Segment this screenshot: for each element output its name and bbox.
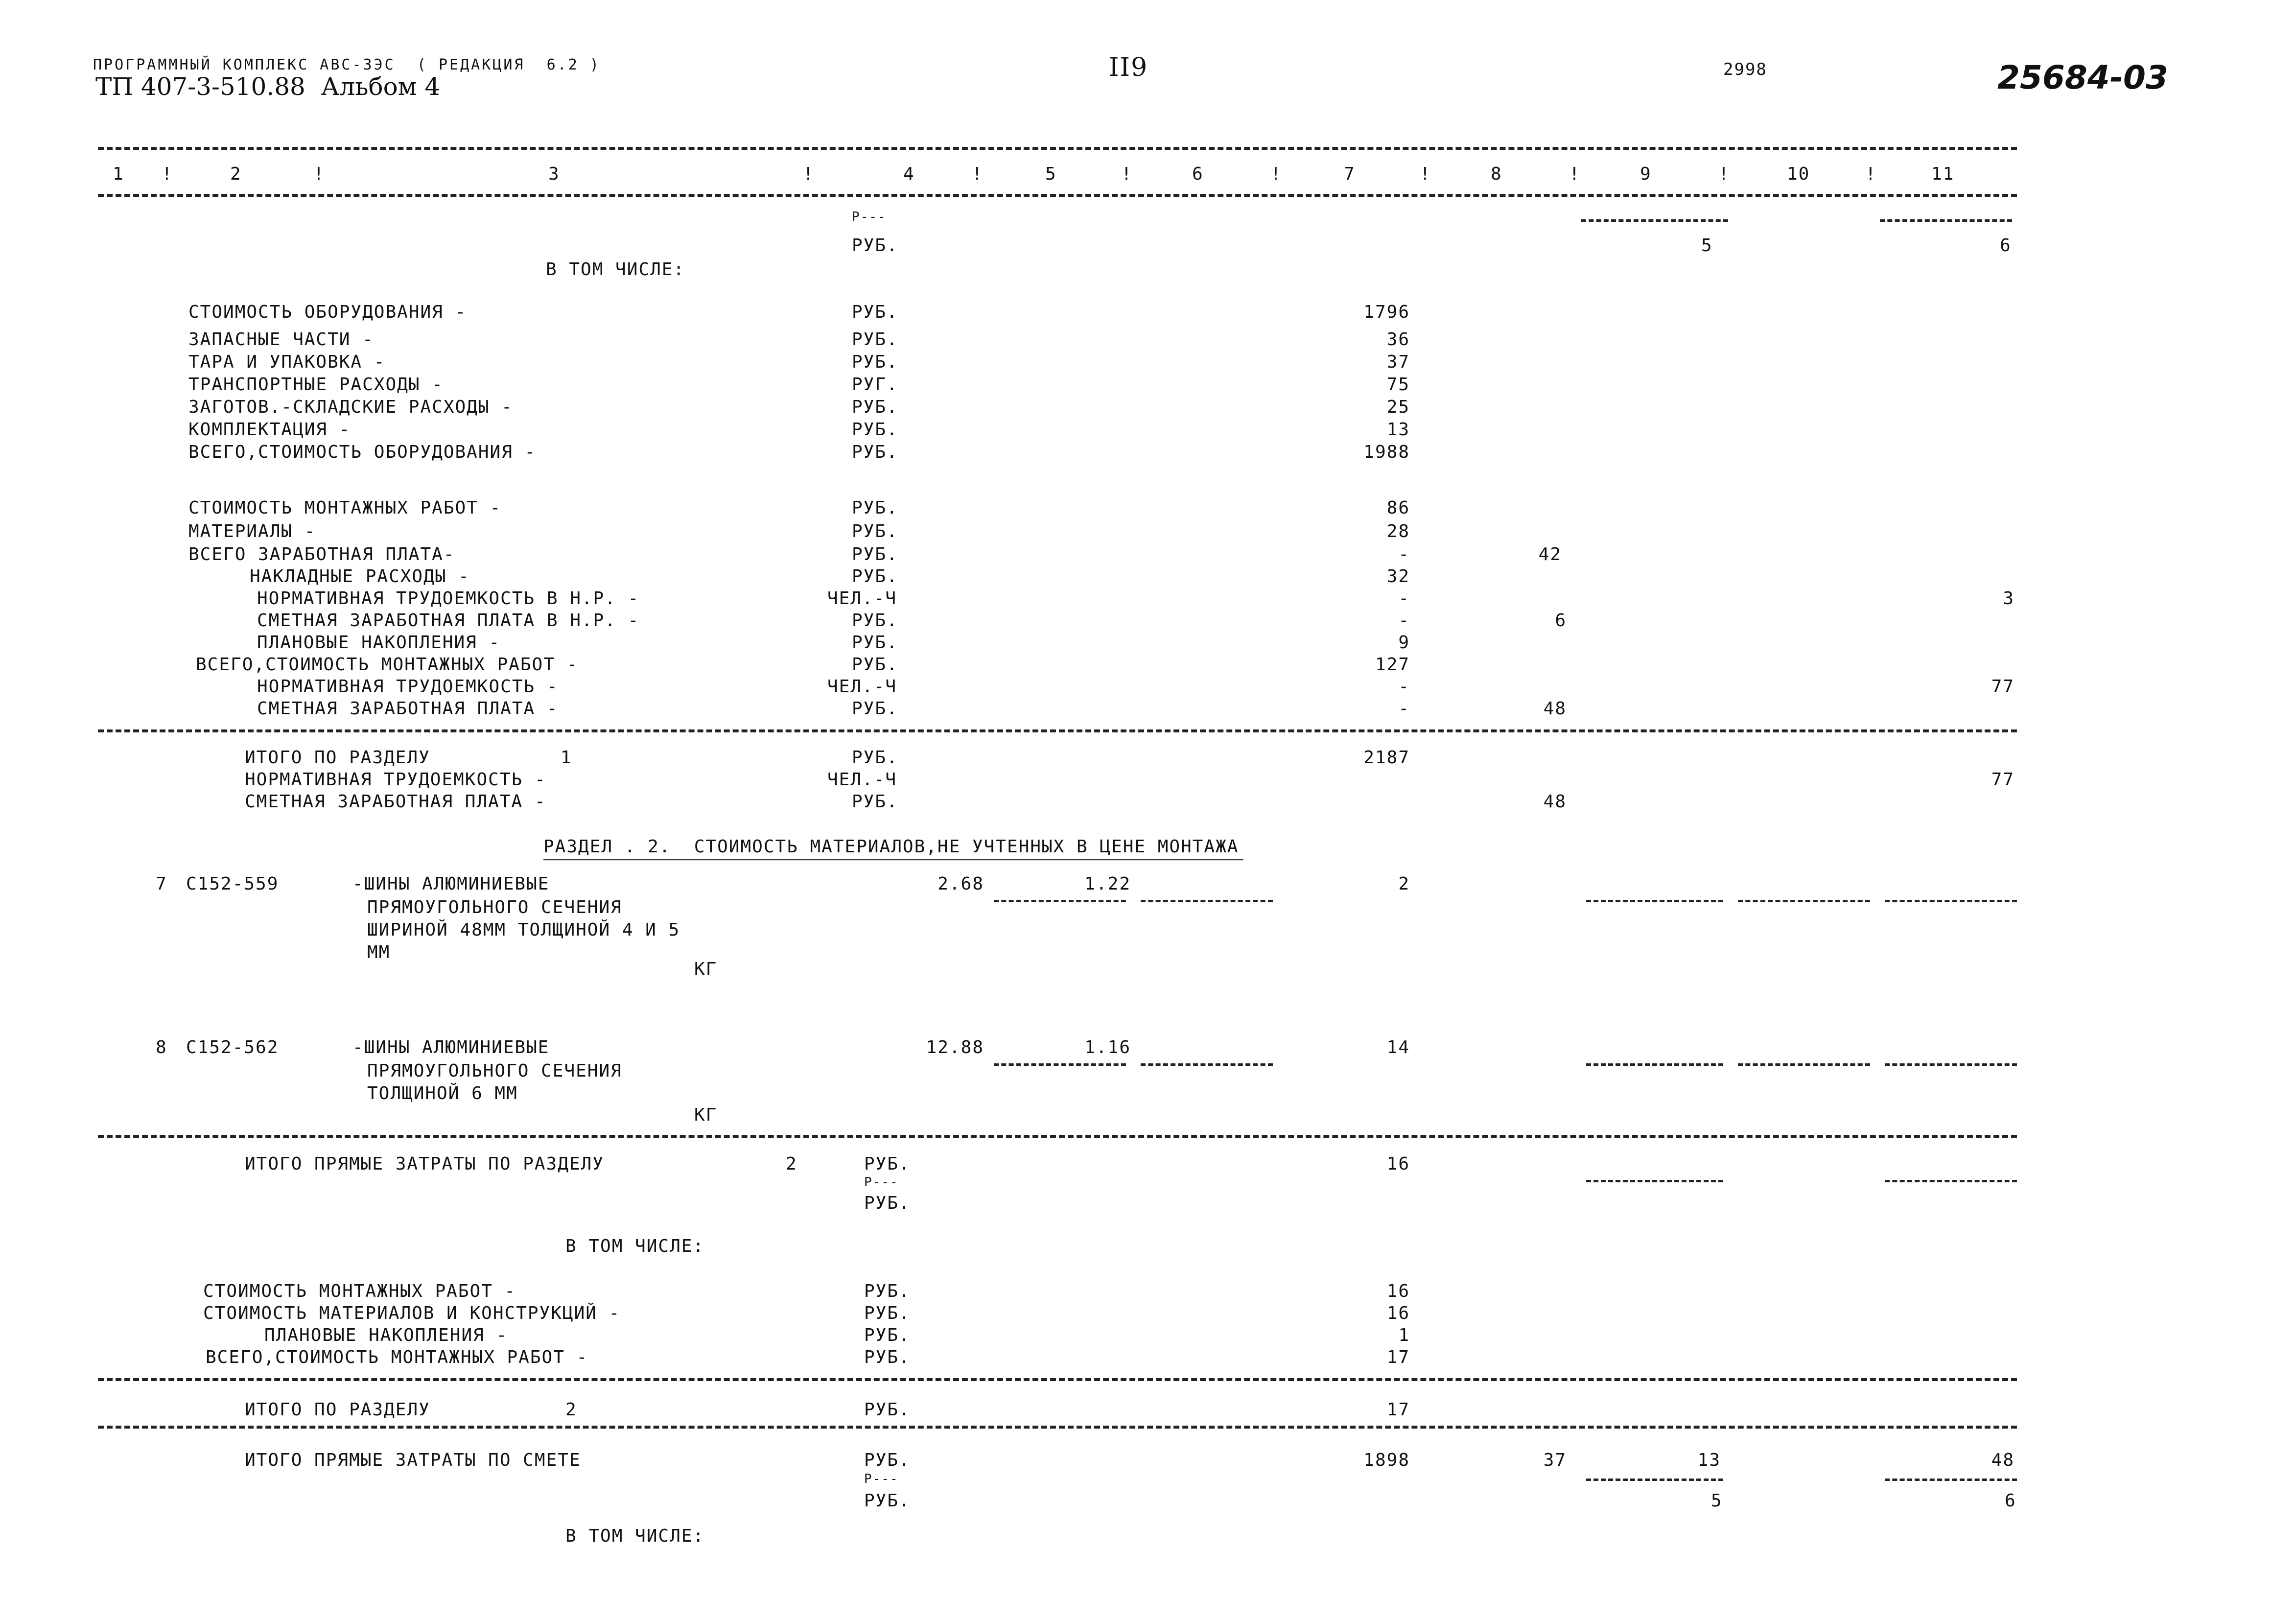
row-label: ВСЕГО,СТОИМОСТЬ ОБОРУДОВАНИЯ -: [188, 442, 537, 462]
row-unit: РУБ.: [852, 699, 898, 719]
col-4: 4: [903, 164, 915, 184]
row-label: НАКЛАДНЫЕ РАСХОДЫ -: [250, 566, 470, 587]
item-line: -ШИНЫ АЛЮМИНИЕВЫЕ: [352, 1037, 550, 1057]
row-c7: 17: [1386, 1347, 1410, 1367]
unit: РУБ.: [864, 1491, 911, 1511]
row-c7: 75: [1386, 375, 1410, 395]
total-unit: РУБ.: [864, 1400, 911, 1420]
header-rule-bottom: [98, 194, 2017, 197]
item-c4: 2.68: [937, 874, 984, 894]
row-c8: 42: [1538, 544, 1562, 564]
row-label: КОМПЛЕКТАЦИЯ -: [188, 420, 351, 440]
col-6: 6: [1192, 164, 1204, 184]
zp-label: СМЕТНАЯ ЗАРАБОТНАЯ ПЛАТА -: [245, 792, 546, 812]
row-unit: РУБ.: [864, 1303, 911, 1323]
unit-dash: Р---: [864, 1472, 899, 1486]
row-label: НОРМАТИВНАЯ ТРУДОЕМКОСТЬ -: [257, 677, 559, 697]
page-number: II9: [1109, 53, 1148, 82]
rule-section1: [98, 729, 2017, 732]
grand-label: ИТОГО ПРЯМЫЕ ЗАТРАТЫ ПО СМЕТЕ: [245, 1450, 581, 1470]
row-c7: -: [1398, 677, 1410, 697]
direct-n: 2: [786, 1154, 797, 1174]
unit: РУБ.: [864, 1193, 911, 1213]
row-label: ВСЕГО ЗАРАБОТНАЯ ПЛАТА-: [188, 544, 455, 564]
item-line: ПРЯМОУГОЛЬНОГО СЕЧЕНИЯ: [367, 897, 622, 917]
row-unit: ЧЕЛ.-Ч: [827, 588, 897, 609]
row-unit: РУБ.: [852, 633, 898, 653]
inventory-stamp: 25684-03: [1997, 59, 2168, 96]
row-c8: 6: [1555, 610, 1567, 631]
zp-c8: 48: [1543, 792, 1567, 812]
item-c5: 1.16: [1084, 1037, 1131, 1057]
row-label: ТРАНСПОРТНЫЕ РАСХОДЫ -: [188, 375, 444, 395]
row-c7: 25: [1386, 397, 1410, 417]
col-2: 2: [230, 164, 242, 184]
section2-underline: [543, 859, 1243, 861]
row-c7: 28: [1386, 521, 1410, 541]
total-c7: 17: [1386, 1400, 1410, 1420]
row-unit: РУБ.: [852, 329, 898, 350]
total-label: ИТОГО ПО РАЗДЕЛУ: [245, 1400, 430, 1420]
item-num: 7: [156, 874, 167, 894]
row-unit: РУБ.: [852, 442, 898, 462]
row-c7: 1988: [1363, 442, 1410, 462]
total-n: 1: [561, 748, 572, 768]
row-label: СТОИМОСТЬ МОНТАЖНЫХ РАБОТ -: [188, 498, 502, 518]
row-label: СТОИМОСТЬ ОБОРУДОВАНИЯ -: [188, 302, 467, 322]
row-unit: РУБ.: [852, 521, 898, 541]
unit-dash: Р---: [852, 210, 887, 224]
row-unit: РУБ.: [852, 498, 898, 518]
col-11: 11: [1931, 164, 1955, 184]
item-code: С152-559: [186, 874, 279, 894]
direct-c7: 16: [1386, 1154, 1410, 1174]
grand-c9: 13: [1697, 1450, 1721, 1470]
row-c7: 1796: [1363, 302, 1410, 322]
rule-grand: [98, 1426, 2017, 1429]
program-line: ПРОГРАММНЫЙ КОМПЛЕКС АВС-3ЭС ( РЕДАКЦИЯ 6.2 ): [93, 56, 601, 73]
item-c5: 1.22: [1084, 874, 1131, 894]
row-label: СМЕТНАЯ ЗАРАБОТНАЯ ПЛАТА В Н.Р. -: [257, 610, 640, 631]
row-unit: РУБ.: [852, 352, 898, 372]
trud-label: НОРМАТИВНАЯ ТРУДОЕМКОСТЬ -: [245, 770, 546, 790]
item-line: ШИРИНОЙ 48ММ ТОЛЩИНОЙ 4 И 5: [367, 920, 680, 940]
row-label: СМЕТНАЯ ЗАРАБОТНАЯ ПЛАТА -: [257, 699, 559, 719]
zp-unit: РУБ.: [852, 792, 898, 812]
col-7: 7: [1344, 164, 1356, 184]
row-label: ЗАПАСНЫЕ ЧАСТИ -: [188, 329, 374, 350]
trud-unit: ЧЕЛ.-Ч: [827, 770, 897, 790]
row-c7: 9: [1398, 633, 1410, 653]
section2-title: РАЗДЕЛ . 2. СТОИМОСТЬ МАТЕРИАЛОВ,НЕ УЧТЕННЫХ В ЦЕНЕ МОНТАЖА: [543, 837, 1239, 857]
row-unit: РУБ.: [852, 544, 898, 564]
col-10: 10: [1787, 164, 1810, 184]
row-label: ПЛАНОВЫЕ НАКОПЛЕНИЯ -: [264, 1325, 508, 1345]
row-label: ВСЕГО,СТОИМОСТЬ МОНТАЖНЫХ РАБОТ -: [206, 1347, 588, 1367]
item-c7: 14: [1386, 1037, 1410, 1057]
project-title: ТП 407-3-510.88 Альбом 4: [95, 72, 441, 101]
unit-dash: Р---: [864, 1175, 899, 1190]
row-unit: РУБ.: [852, 397, 898, 417]
row-c7: 127: [1375, 655, 1410, 675]
item-c4: 12.88: [926, 1037, 984, 1057]
row-c11: 77: [1991, 677, 2015, 697]
grand-c8: 37: [1543, 1450, 1567, 1470]
grand-c7: 1898: [1363, 1450, 1410, 1470]
item-line: ПРЯМОУГОЛЬНОГО СЕЧЕНИЯ: [367, 1061, 622, 1081]
item-code: С152-562: [186, 1037, 279, 1057]
row-unit: РУБ.: [852, 302, 898, 322]
item-c7: 2: [1398, 874, 1410, 894]
value: 6: [2005, 1491, 2016, 1511]
trud-c11: 77: [1991, 770, 2015, 790]
grand-c11: 48: [1991, 1450, 2015, 1470]
grand-unit: РУБ.: [864, 1450, 911, 1470]
value: 5: [1701, 235, 1713, 256]
value: 5: [1711, 1491, 1723, 1511]
row-unit: РУБ.: [864, 1347, 911, 1367]
item-line: ММ: [367, 942, 391, 963]
row-c7: 37: [1386, 352, 1410, 372]
item-unit: КГ: [694, 1105, 718, 1125]
col-8: 8: [1491, 164, 1502, 184]
row-unit: РУБ.: [852, 610, 898, 631]
row-c7: 16: [1386, 1303, 1410, 1323]
row-c7: 16: [1386, 1281, 1410, 1301]
col-3: 3: [548, 164, 560, 184]
row-c7: -: [1398, 610, 1410, 631]
col-1: 1: [113, 164, 124, 184]
row-c7: -: [1398, 544, 1410, 564]
rule-section2: [98, 1378, 2017, 1381]
direct-unit: РУБ.: [864, 1154, 911, 1174]
col-5: 5: [1045, 164, 1057, 184]
row-unit: РУБ.: [852, 420, 898, 440]
row-c7: 36: [1386, 329, 1410, 350]
row-label: ВСЕГО,СТОИМОСТЬ МОНТАЖНЫХ РАБОТ -: [196, 655, 579, 675]
row-c7: 13: [1386, 420, 1410, 440]
row-c7: 32: [1386, 566, 1410, 587]
row-label: ТАРА И УПАКОВКА -: [188, 352, 386, 372]
row-c11: 3: [2003, 588, 2015, 609]
total-label: ИТОГО ПО РАЗДЕЛУ: [245, 748, 430, 768]
rule-section2-items: [98, 1135, 2017, 1138]
item-num: 8: [156, 1037, 167, 1057]
row-label: СТОИМОСТЬ МАТЕРИАЛОВ И КОНСТРУКЦИЙ -: [203, 1303, 621, 1323]
row-unit: РУБ.: [852, 566, 898, 587]
col-9: 9: [1640, 164, 1652, 184]
row-c8: 48: [1543, 699, 1567, 719]
row-c7: -: [1398, 588, 1410, 609]
row-unit: РУБ.: [852, 655, 898, 675]
direct-label: ИТОГО ПРЯМЫЕ ЗАТРАТЫ ПО РАЗДЕЛУ: [245, 1154, 604, 1174]
row-c7: -: [1398, 699, 1410, 719]
total-n: 2: [565, 1400, 577, 1420]
header-rule-top: [98, 147, 2017, 150]
v-tom-chisle-label: В ТОМ ЧИСЛЕ:: [565, 1236, 705, 1256]
item-line: -ШИНЫ АЛЮМИНИЕВЫЕ: [352, 874, 550, 894]
row-label: ЗАГОТОВ.-СКЛАДСКИЕ РАСХОДЫ -: [188, 397, 513, 417]
value: 6: [2000, 235, 2012, 256]
row-c7: 1: [1398, 1325, 1410, 1345]
doc-code: 2998: [1723, 60, 1767, 79]
v-tom-chisle-label: В ТОМ ЧИСЛЕ:: [565, 1526, 705, 1546]
row-unit: РУБ.: [864, 1281, 911, 1301]
v-tom-chisle-label: В ТОМ ЧИСЛЕ:: [546, 259, 685, 280]
row-c7: 86: [1386, 498, 1410, 518]
item-unit: КГ: [694, 959, 718, 979]
row-label: ПЛАНОВЫЕ НАКОПЛЕНИЯ -: [257, 633, 501, 653]
item-line: ТОЛЩИНОЙ 6 ММ: [367, 1083, 518, 1103]
unit: РУБ.: [852, 235, 898, 256]
total-unit: РУБ.: [852, 748, 898, 768]
row-unit: РУБ.: [864, 1325, 911, 1345]
total-c7: 2187: [1363, 748, 1410, 768]
row-unit: РУГ.: [852, 375, 898, 395]
row-label: СТОИМОСТЬ МОНТАЖНЫХ РАБОТ -: [203, 1281, 516, 1301]
row-label: НОРМАТИВНАЯ ТРУДОЕМКОСТЬ В Н.Р. -: [257, 588, 640, 609]
row-label: МАТЕРИАЛЫ -: [188, 521, 316, 541]
row-unit: ЧЕЛ.-Ч: [827, 677, 897, 697]
